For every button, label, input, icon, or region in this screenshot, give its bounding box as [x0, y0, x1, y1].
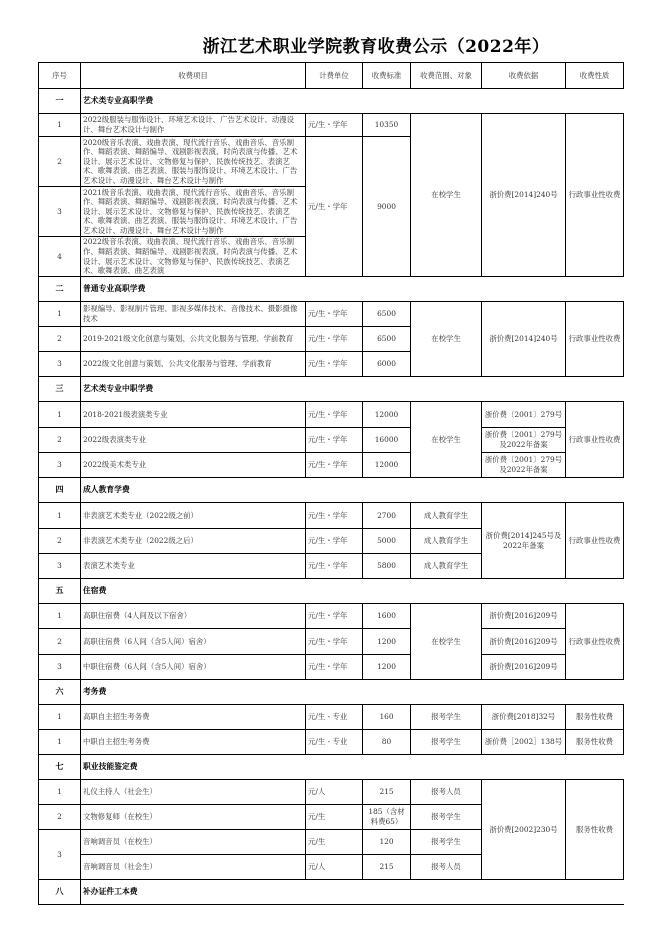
row-number: 3	[39, 453, 81, 478]
row-nature: 行政事业性收费	[566, 402, 624, 478]
row-unit: 元/人	[306, 780, 363, 805]
row-number: 4	[39, 237, 81, 277]
row-unit: 元/生	[306, 805, 363, 830]
row-scope: 报考学生	[411, 805, 482, 830]
row-basis: 浙价费[2014]240号	[482, 302, 566, 377]
section-number: 二	[39, 277, 81, 302]
row-nature: 行政事业性收费	[566, 302, 624, 377]
row-unit: 元/生・学年	[306, 655, 363, 680]
row-item: 2019-2021级文化创意与策划、公共文化服务与管理、学前教育	[81, 327, 306, 352]
row-basis: 浙价费[2002]230号	[482, 780, 566, 880]
section-name: 艺术类专业高职学费	[81, 89, 624, 114]
row-item	[81, 187, 306, 237]
row-scope: 成人教育学生	[411, 503, 482, 529]
row-scope: 成人教育学生	[411, 554, 482, 579]
row-scope: 报考人员	[411, 855, 482, 880]
row-fee: 5000	[363, 529, 411, 554]
table-row	[39, 629, 624, 655]
row-unit: 元/生 - 专业	[306, 705, 363, 730]
row-scope: 报考学生	[411, 730, 482, 755]
row-number: 3	[39, 554, 81, 579]
row-basis: 浙价费[2014]240号	[482, 114, 566, 277]
table-row	[39, 302, 624, 327]
page-title: 浙江艺术职业学院教育收费公示（2022年）	[202, 37, 550, 57]
header-item: 收费项目	[81, 63, 306, 89]
row-fee: 1200	[363, 629, 411, 655]
section-number: 六	[39, 680, 81, 705]
row-basis: 浙价费〔2001〕279号	[482, 402, 566, 428]
row-basis: 浙价费[2016]209号	[482, 655, 566, 680]
row-item: 非表演艺术类专业（2022级之后）	[81, 529, 306, 554]
row-scope: 在校学生	[411, 114, 482, 277]
row-basis: 浙价费[2016]209号	[482, 629, 566, 655]
row-item: 文物修复师（在校生）	[81, 805, 306, 830]
row-number: 3	[39, 655, 81, 680]
row-item: 中职自主招生考务费	[81, 730, 306, 755]
table-row	[39, 402, 624, 428]
row-item: 音响调音员（在校生）	[81, 830, 306, 855]
row-scope: 报考学生	[411, 705, 482, 730]
section-name: 艺术类专业中职学费	[81, 377, 624, 402]
section-row	[39, 579, 624, 604]
header-index: 序号	[39, 63, 81, 89]
row-basis: 浙价费〔2001〕279号及2022年备案	[482, 428, 566, 453]
row-nature: 服务性收费	[566, 730, 624, 755]
row-number: 2	[39, 327, 81, 352]
row-unit: 元/人	[306, 855, 363, 880]
row-fee: 185（含材料费65）	[363, 805, 411, 830]
row-fee: 16000	[363, 428, 411, 453]
fee-table	[38, 62, 624, 905]
section-row	[39, 880, 624, 905]
row-number: 1	[39, 705, 81, 730]
row-number: 1	[39, 302, 81, 327]
section-row	[39, 680, 624, 705]
row-nature: 服务性收费	[566, 780, 624, 880]
row-item	[81, 137, 306, 187]
section-name: 补办证件工本费	[81, 880, 624, 905]
table-row	[39, 428, 624, 453]
row-scope: 成人教育学生	[411, 529, 482, 554]
row-fee: 1600	[363, 604, 411, 629]
header-basis: 收费依据	[482, 63, 566, 89]
row-scope: 报考人员	[411, 780, 482, 805]
row-unit: 元/生・学年	[306, 629, 363, 655]
row-fee: 12000	[363, 453, 411, 478]
header-unit: 计费单位	[306, 63, 363, 89]
table-row	[39, 655, 624, 680]
row-item: 2022级文化创意与策划、公共文化服务与管理、学前教育	[81, 352, 306, 377]
row-fee: 215	[363, 855, 411, 880]
row-basis: 浙价费[2014]245号及2022年备案	[482, 503, 566, 579]
row-basis: 浙价费〔2001〕279号及2022年备案	[482, 453, 566, 478]
row-unit: 元/生・学年	[306, 302, 363, 327]
row-basis: 浙价费[2018]32号	[482, 705, 566, 730]
row-fee: 5800	[363, 554, 411, 579]
row-unit: 元/生	[306, 830, 363, 855]
section-number: 七	[39, 755, 81, 780]
section-row	[39, 755, 624, 780]
row-number: 3	[39, 352, 81, 377]
row-fee: 6500	[363, 327, 411, 352]
section-row	[39, 89, 624, 114]
table-row	[39, 114, 624, 137]
section-row	[39, 377, 624, 402]
table-row	[39, 604, 624, 629]
row-item: 中职住宿费（6人间（含5人间）宿舍）	[81, 655, 306, 680]
row-number: 1	[39, 503, 81, 529]
row-number: 1	[39, 114, 81, 137]
row-number: 2	[39, 629, 81, 655]
row-item: 表演艺术类专业	[81, 554, 306, 579]
row-number: 3	[39, 187, 81, 237]
row-item: 非表演艺术类专业（2022级之前）	[81, 503, 306, 529]
row-unit: 元/生・学年	[306, 554, 363, 579]
header-fee: 收费标准	[363, 63, 411, 89]
section-number: 一	[39, 89, 81, 114]
section-name: 普通专业高职学费	[81, 277, 624, 302]
section-number: 三	[39, 377, 81, 402]
row-nature: 行政事业性收费	[566, 503, 624, 579]
row-unit: 元/生・学年	[306, 402, 363, 428]
section-name: 考务费	[81, 680, 624, 705]
row-unit: 元/生・学年	[306, 604, 363, 629]
row-nature: 服务性收费	[566, 705, 624, 730]
row-item: 2022级美术类专业	[81, 453, 306, 478]
header-scope: 收费范围、对象	[411, 63, 482, 89]
row-item: 2018-2021级表演类专业	[81, 402, 306, 428]
section-row	[39, 478, 624, 503]
row-number: 2	[39, 529, 81, 554]
row-fee: 6500	[363, 302, 411, 327]
row-fee: 6000	[363, 352, 411, 377]
row-item-text: 2021级音乐表演、戏曲表演、现代流行音乐、戏曲音乐、音乐制作、舞蹈表演、舞蹈编导、戏剧影视表演、时尚表演与传播、艺术设计、展示艺术设计、文物修复与保护、民族传统技艺、表演艺术、歌舞表演、曲艺表演、服装与服饰设计、环境艺术设计、广告艺术设计、动漫设计、舞台艺术设计与制作	[83, 187, 298, 235]
row-basis: 浙价费［2002］138号	[482, 730, 566, 755]
row-item: 音响调音员（社会生）	[81, 855, 306, 880]
row-number: 1	[39, 604, 81, 629]
row-unit: 元/生・学年	[306, 137, 363, 277]
row-unit: 元/生・学年	[306, 529, 363, 554]
section-number: 八	[39, 880, 81, 905]
row-item: 2022级音乐表演、戏曲表演、现代流行音乐、戏曲音乐、音乐制作、舞蹈表演、舞蹈编导、戏剧影视表演、时尚表演与传播、艺术设计、展示艺术设计、文物修复与保护、民族传统技艺、表演艺术、歌舞表演、曲艺表演	[81, 237, 306, 277]
row-fee: 9000	[363, 137, 411, 277]
row-basis: 浙价费[2016]209号	[482, 604, 566, 629]
row-number: 3	[39, 830, 81, 880]
row-unit: 元/生・学年	[306, 327, 363, 352]
section-number: 四	[39, 478, 81, 503]
row-nature: 行政事业性收费	[566, 114, 624, 277]
row-unit: 元/生・学年	[306, 114, 363, 137]
header-nature: 收费性质	[566, 63, 624, 89]
row-fee: 80	[363, 730, 411, 755]
table-row	[39, 503, 624, 529]
row-item-text: 2020级音乐表演、戏曲表演、现代流行音乐、戏曲音乐、音乐制作、舞蹈表演、舞蹈编导、戏剧影视表演、时尚表演与传播、艺术设计、展示艺术设计、文物修复与保护、民族传统技艺、表演艺术、歌舞表演、曲艺表演、服装与服饰设计、环境艺术设计、广告艺术设计、动漫设计、舞台艺术设计与制作	[83, 137, 298, 185]
table-header-row	[39, 63, 624, 89]
row-fee: 12000	[363, 402, 411, 428]
table-row	[39, 780, 624, 805]
row-number: 1	[39, 730, 81, 755]
section-name: 住宿费	[81, 579, 624, 604]
table-row	[39, 453, 624, 478]
section-row	[39, 277, 624, 302]
section-name: 成人教育学费	[81, 478, 624, 503]
section-number: 五	[39, 579, 81, 604]
row-fee: 1200	[363, 655, 411, 680]
row-unit: 元/生・学年	[306, 352, 363, 377]
table-row	[39, 705, 624, 730]
row-number: 1	[39, 402, 81, 428]
row-fee: 215	[363, 780, 411, 805]
row-number: 1	[39, 780, 81, 805]
row-item: 高职住宿费（6人间（含5人间）宿舍）	[81, 629, 306, 655]
row-scope: 在校学生	[411, 402, 482, 478]
row-unit: 元/生・学年	[306, 453, 363, 478]
row-unit: 元/生・学年	[306, 503, 363, 529]
row-item: 2022级服装与服饰设计、环境艺术设计、广告艺术设计、动漫设计、舞台艺术设计与制作	[81, 114, 306, 137]
row-unit: 元/生 - 专业	[306, 730, 363, 755]
row-number: 2	[39, 428, 81, 453]
table-row	[39, 730, 624, 755]
row-number: 2	[39, 805, 81, 830]
row-item: 影视编导、影视制片管理、影视多媒体技术、音像技术、摄影摄像技术	[81, 302, 306, 327]
row-item: 高职自主招生考务费	[81, 705, 306, 730]
row-item: 高职住宿费（4人间及以下宿舍）	[81, 604, 306, 629]
row-number: 2	[39, 137, 81, 187]
row-item: 2022级表演类专业	[81, 428, 306, 453]
row-scope: 在校学生	[411, 302, 482, 377]
row-nature: 行政事业性收费	[566, 604, 624, 680]
row-scope: 在校学生	[411, 604, 482, 680]
row-fee: 2700	[363, 503, 411, 529]
row-fee: 10350	[363, 114, 411, 137]
row-fee: 160	[363, 705, 411, 730]
row-item: 礼仪主持人（社会生）	[81, 780, 306, 805]
row-unit: 元/生・学年	[306, 428, 363, 453]
section-name: 职业技能鉴定费	[81, 755, 624, 780]
row-fee: 120	[363, 830, 411, 855]
row-scope: 报考学生	[411, 830, 482, 855]
